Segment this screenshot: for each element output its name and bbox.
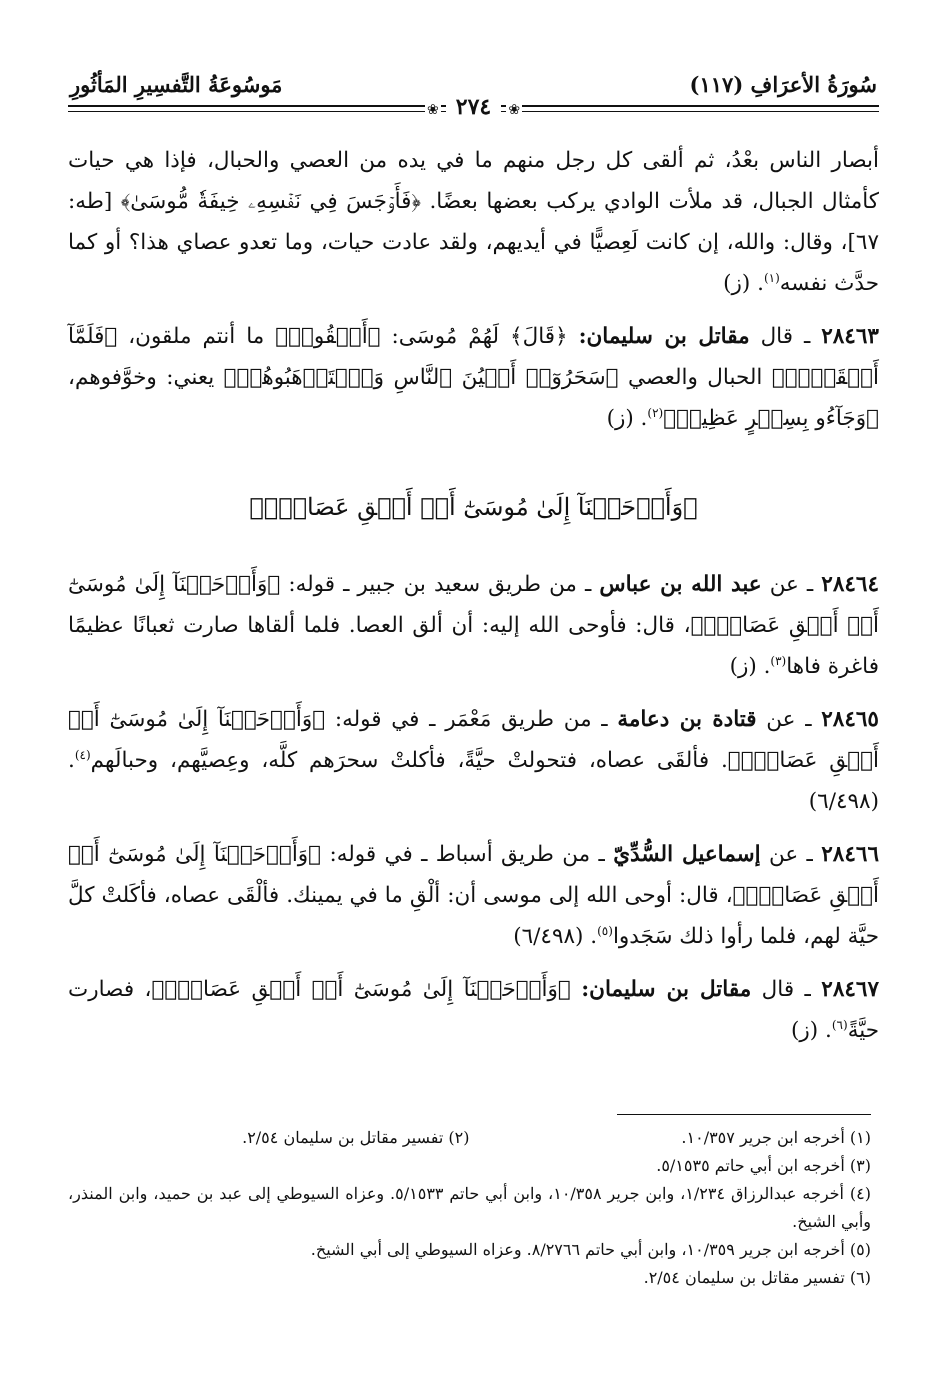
page-number: ٢٧٤ xyxy=(446,94,501,120)
footnote-3: (٣) أخرجه ابن أبي حاتم ٥/١٥٣٥. xyxy=(656,1156,871,1175)
entry-28467 xyxy=(68,969,879,1051)
footnote-marker: (٥) xyxy=(597,923,613,938)
entry-number: ٢٨٤٦٧ xyxy=(821,977,880,1002)
text: أبصار الناس بعْدُ، ثم ألقى كل رجل منهم ما في يده من العصي والحبال، فإذا هي حيات كأمثال الجبال، قد ملأت الوادي يركب بعضها بعضًا. xyxy=(68,148,880,214)
entry-28465 xyxy=(68,699,879,822)
verse-reference: [طه: ٦٧] xyxy=(68,189,879,255)
footnote-marker: (٢) xyxy=(647,405,664,420)
footnote-marker: (٤) xyxy=(74,747,91,762)
text: ـ من طريق مَعْمَر ـ في قوله: xyxy=(334,707,608,732)
footnote-marker: (١) xyxy=(763,270,780,285)
source-code: . (٦/٤٩٨) xyxy=(68,748,879,814)
narrator-name: إسماعيل السُّدِّيّ xyxy=(613,842,761,867)
entry-28463 xyxy=(68,316,879,439)
text: ـ قال xyxy=(761,977,811,1002)
text: ـ من طريق سعيد بن جبير ـ قوله: xyxy=(288,572,592,597)
text: يعني: وخوَّفوهم، xyxy=(68,365,215,390)
entry-number: ٢٨٤٦٣ xyxy=(821,324,879,349)
quran-verse: ﴿وَأَوۡحَيۡنَآ إِلَىٰ مُوسَىٰٓ أَنۡ أَلۡقِ عَصَاكَۖ﴾ xyxy=(68,707,879,773)
footnote-row xyxy=(68,1124,871,1152)
narrator-name: مقاتل بن سليمان: xyxy=(581,977,752,1002)
footnote-6: (٦) تفسير مقاتل بن سليمان ٢/٥٤. xyxy=(643,1268,871,1287)
page-number-block xyxy=(0,94,947,120)
text: ما أنتم ملقون، xyxy=(128,324,265,349)
quran-verse: ﴿أَلۡقُوا۟﴾ xyxy=(275,324,381,349)
surah-title: سُورَةُ الأعرَافِ (١١٧) xyxy=(689,71,877,97)
quran-verse: ﴿وَأَوۡحَيۡنَآ إِلَىٰ مُوسَىٰٓ أَنۡ أَلۡقِ عَصَاكَۖ﴾ xyxy=(151,977,571,1002)
book-title: مَوسُوعَةُ التَّفسِيرِ المَأثُورِ xyxy=(70,71,283,97)
quran-verse: ﴿فَأَوۡجَسَ فِي نَفۡسِهِۦ خِيفَةٗ مُّوسَىٰ﴾ xyxy=(120,189,421,214)
footnote-4: (٤) أخرجه عبدالرزاق ١/٢٣٤، وابن جرير ١٠/٣٥٨، وابن أبي حاتم ٥/١٥٣٣. وعزاه السيوطي إلى عبد بن حميد، وابن المنذر، وأبي الشيخ. xyxy=(68,1184,872,1231)
footnotes xyxy=(68,1124,871,1292)
text: ـ من طريق أسباط ـ في قوله: xyxy=(329,842,605,867)
entry-28464 xyxy=(68,564,879,687)
text: ، وقال: والله، إن كانت لَعِصيًّا في أيديهم، ولقد عادت حيات، وما تعدو عصاي هذا؟ أو كما حدَّث نفسه xyxy=(68,230,879,296)
source-code: . (ز) xyxy=(729,654,771,679)
narrator-name: مقاتل بن سليمان: xyxy=(578,324,750,349)
narrator-name: عبد الله بن عباس xyxy=(599,572,762,597)
footnote-5: (٥) أخرجه ابن جرير ١٠/٣٥٩، وابن أبي حاتم ٨/٢٧٦٦. وعزاه السيوطي إلى أبي الشيخ. xyxy=(310,1240,871,1259)
intro-paragraph xyxy=(68,140,879,304)
source-code: . (ز) xyxy=(723,271,764,296)
quran-verse: ﴿وَأَوۡحَيۡنَآ إِلَىٰ مُوسَىٰٓ أَنۡ أَلۡقِ عَصَاكَۖ﴾ xyxy=(68,842,879,908)
footnote-marker: (٣) xyxy=(770,653,787,668)
footnote-marker: (٦) xyxy=(831,1017,848,1032)
text: ، قال: أوحى الله إلى موسى أن: ألْقِ ما في يمينك. فألْقَى عصاه، فأكَلتْ كلَّ حيَّة لهم، فلما رأوا ذلك سَجَدوا xyxy=(68,883,879,949)
quran-verse: ﴿قَالَ﴾ xyxy=(509,324,568,349)
text: ـ عن xyxy=(769,572,814,597)
quran-verse: ﴿وَجَآءُو بِسِحۡرٍ عَظِيمٖ﴾ xyxy=(663,406,879,431)
quran-verse: ﴿فَلَمَّآ أَلۡقَوۡا۟﴾ xyxy=(68,324,879,390)
quran-verse: ﴿سَحَرُوٓا۟ أَعۡيُنَ ٱلنَّاسِ وَٱسۡتَرۡهَبُوهُمۡ﴾ xyxy=(223,365,619,390)
footnote-rule xyxy=(617,1114,871,1115)
entry-number: ٢٨٤٦٥ xyxy=(821,707,879,732)
ornament-icon: ❀ xyxy=(426,102,439,118)
text: ـ قال xyxy=(760,324,811,349)
source-code: . (ز) xyxy=(791,1018,832,1043)
source-code: . (ز) xyxy=(606,406,648,431)
text: ـ عن xyxy=(769,842,813,867)
ornament-icon: ❀ xyxy=(508,102,521,118)
footnote-2: (٢) تفسير مقاتل بن سليمان ٢/٥٤. xyxy=(242,1128,470,1147)
entry-number: ٢٨٤٦٤ xyxy=(821,572,880,597)
narrator-name: قتادة بن دعامة xyxy=(617,707,757,732)
text: ـ عن xyxy=(766,707,812,732)
section-title: ﴿وَأَوۡحَيۡنَآ إِلَىٰ مُوسَىٰٓ أَنۡ أَلۡقِ عَصَاكَۖ﴾ xyxy=(249,493,698,521)
main-text xyxy=(68,140,879,1063)
source-code: . (٦/٤٩٨) xyxy=(513,924,598,949)
entry-28466 xyxy=(68,834,879,957)
text: . فألقَى عصاه، فتحولتْ حيَّةً، فأكلتْ سحرَهم كلَّه، وعِصيَّهم، وحبالَهم xyxy=(90,748,728,773)
quran-verse: ﴿وَأَوۡحَيۡنَآ إِلَىٰ مُوسَىٰٓ أَنۡ أَلۡقِ عَصَاكَۖ﴾ xyxy=(68,572,879,638)
footnote-1: (١) أخرجه ابن جرير ١٠/٣٥٧. xyxy=(681,1128,871,1147)
entry-number: ٢٨٤٦٦ xyxy=(821,842,879,867)
text: ، فصارت حيَّةً xyxy=(68,977,879,1043)
text: ، قال: فأوحى الله إليه: أن ألق العصا. فلما ألقاها صارت ثعبانًا عظيمًا فاغرة فاها xyxy=(68,613,879,679)
text: الحبال والعصي xyxy=(628,365,763,390)
text: لَهُمْ مُوسَى: xyxy=(391,324,500,349)
